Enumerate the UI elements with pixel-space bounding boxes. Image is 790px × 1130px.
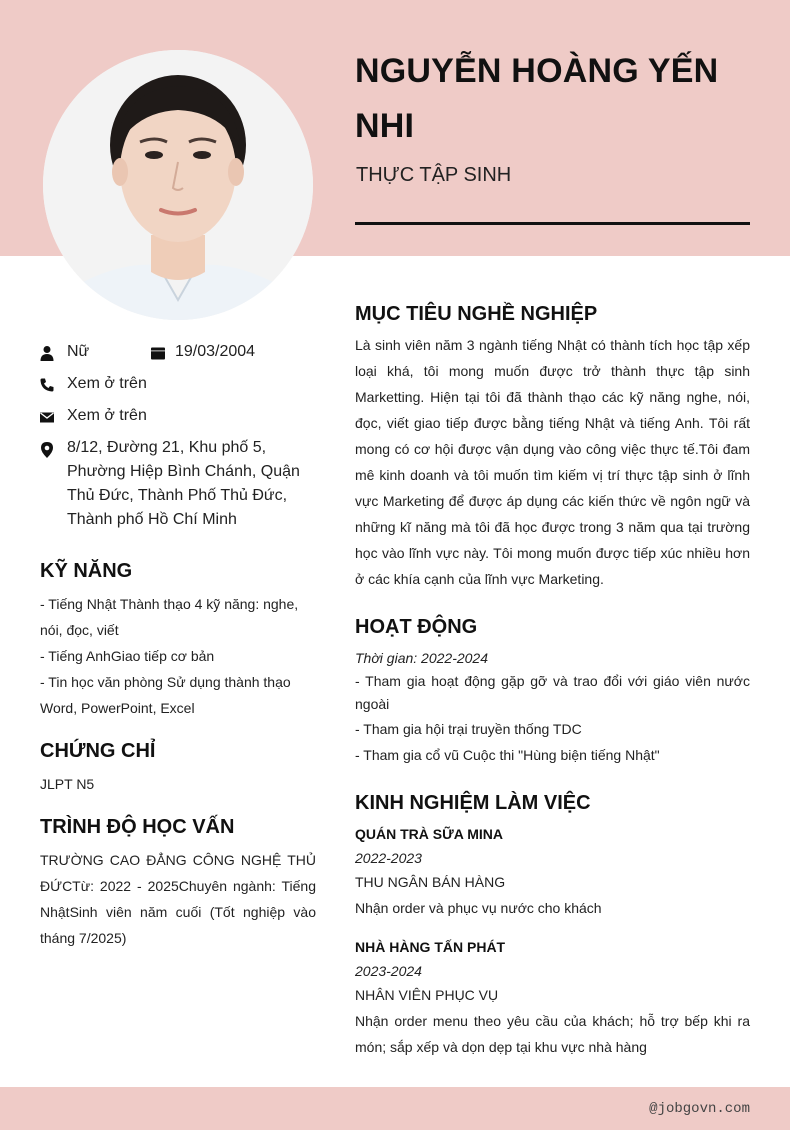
email-value: Xem ở trên (67, 407, 147, 424)
skills-title: KỸ NĂNG (40, 560, 133, 582)
phone-icon (39, 377, 55, 393)
job-period: 2023-2024 (355, 963, 422, 979)
birthdate-value: 19/03/2004 (175, 343, 256, 360)
education-title: TRÌNH ĐỘ HỌC VẤN (40, 816, 235, 838)
activities-period: Thời gian: 2022-2024 (355, 650, 488, 666)
job-company: NHÀ HÀNG TẤN PHÁT (355, 939, 506, 955)
candidate-role: THỰC TẬP SINH (356, 164, 512, 186)
job-period: 2022-2023 (355, 850, 422, 866)
portrait-illustration (43, 50, 313, 320)
name-divider (355, 222, 750, 225)
phone-value: Xem ở trên (67, 375, 147, 392)
skill-item: - Tin học văn phòng Sử dụng thành thạo Word, PowerPoint, Excel (40, 674, 291, 716)
profile-photo (43, 50, 313, 320)
email-icon (39, 409, 55, 425)
certificate-item: JLPT N5 (40, 776, 95, 792)
objective-title: MỤC TIÊU NGHỀ NGHIỆP (355, 303, 598, 325)
person-icon (39, 345, 55, 361)
job-position: THU NGÂN BÁN HÀNG (355, 874, 506, 890)
activity-item: - Tham gia hội trại truyền thống TDC (355, 721, 582, 737)
activity-item: - Tham gia hoạt động gặp gỡ và trao đổi với giáo viên nước ngoài (355, 673, 750, 712)
job-description: Nhận order menu theo yêu cầu của khách; hỗ trợ bếp khi ra món; sắp xếp và dọn dẹp tại khu vực nhà hàng (355, 1013, 750, 1055)
skill-item: - Tiếng AnhGiao tiếp cơ bản (40, 648, 215, 664)
education-text: TRƯỜNG CAO ĐẲNG CÔNG NGHỆ THỦ ĐỨCTừ: 2022 - 2025Chuyên ngành: Tiếng NhậtSinh viên năm cuối (Tốt nghiệp vào tháng 7/2025) (40, 852, 316, 946)
candidate-name: NGUYỄN HOÀNG YẾN NHI (355, 52, 719, 145)
activities-title: HOẠT ĐỘNG (355, 616, 478, 638)
address-value: 8/12, Đường 21, Khu phố 5, Phường Hiệp Bình Chánh, Quận Thủ Đức, Thành Phố Thủ Đức, Thành phố Hồ Chí Minh (67, 439, 300, 528)
job-description: Nhận order và phục vụ nước cho khách (355, 900, 602, 916)
experience-title: KINH NGHIỆM LÀM VIỆC (355, 792, 591, 814)
skill-item: - Tiếng Nhật Thành thạo 4 kỹ năng: nghe, nói, đọc, viết (40, 596, 299, 638)
footer-brand[interactable]: @jobgovn.com (649, 1101, 750, 1117)
skills-list (40, 591, 310, 721)
location-icon (39, 441, 55, 457)
job-company: QUÁN TRÀ SỮA MINA (355, 826, 503, 842)
certificates-title: CHỨNG CHỈ (40, 740, 156, 762)
objective-text: Là sinh viên năm 3 ngành tiếng Nhật có thành tích học tập xếp loại khá, tôi mong muốn được trở thành thực tập sinh Marketting. Hiện tại tôi đã thành thạo các kỹ năng nghe, nói, đọc, viết giao tiếp được bằng tiếng Nhật và tiếng Anh. Tôi rất mong có cơ hội được vận dụng vào công việc thực tế.Tôi đam mê kinh doanh và tôi muốn tìm kiếm vị trí thực tập sinh ở lĩnh vực Marketing để được áp dụng các kiến thức về ngôn ngữ và những kĩ năng mà tôi đã học được trong 3 năm qua tại trường học vào lĩnh vực này. Tôi mong muốn được tiếp xúc nhiều hơn ở các khía cạnh của lĩnh vực Marketing. (355, 337, 750, 587)
calendar-icon (150, 345, 166, 361)
gender-value: Nữ (67, 343, 90, 360)
job-position: NHÂN VIÊN PHỤC VỤ (355, 987, 499, 1003)
activity-item: - Tham gia cổ vũ Cuộc thi "Hùng biện tiếng Nhật" (355, 747, 660, 763)
